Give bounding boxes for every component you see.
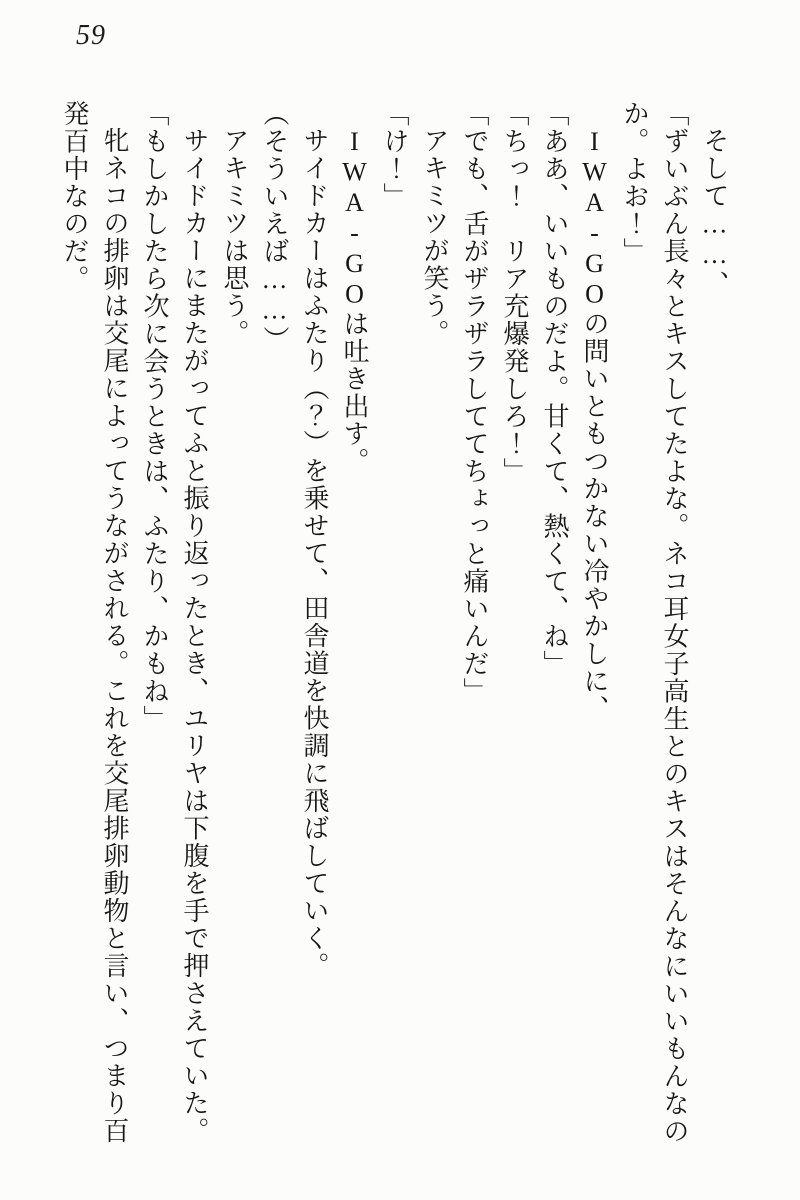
text-line: 「ああ、いいものだよ。甘くて、熱くて、ね」 <box>540 100 569 678</box>
text-line: そして……、 <box>700 127 729 298</box>
text-line: IWA-GOの問いともつかない冷やかしに、 <box>580 127 609 723</box>
text-line: （そういえば……） <box>260 100 289 354</box>
text-line: サイドカーにまたがってふと振り返ったとき、ユリヤは下腹を手で押さえていた。 <box>180 127 209 1145</box>
text-line: 「ずいぶん長々とキスしてたよな。ネコ耳女子高生とのキスはそんなにいいもんなの <box>660 100 689 1145</box>
text-line: か。よお！」 <box>620 100 649 265</box>
text-line: 牝ネコの排卵は交尾によってうながされる。これを交尾排卵動物と言い、つまり百 <box>100 127 129 1145</box>
text-line: 「け！」 <box>380 100 409 210</box>
text-line: アキミツが笑う。 <box>420 127 449 347</box>
text-line: 「でも、舌がザラザラしててちょっと痛いんだ」 <box>460 100 489 705</box>
page-number: 59 <box>76 20 106 51</box>
text-line: 「ちっ！ リア充爆発しろ！」 <box>500 100 529 485</box>
vertical-text-block <box>54 100 734 1185</box>
text-line: サイドカーはふたり（？）を乗せて、田舎道を快調に飛ばしていく。 <box>300 127 329 980</box>
text-line: アキミツは思う。 <box>220 127 249 347</box>
text-line: 「もしかしたら次に会うときは、ふたり、かもね」 <box>140 100 169 733</box>
text-line: IWA-GOは吐き出す。 <box>340 127 369 475</box>
text-line: 発百中なのだ。 <box>60 100 89 293</box>
